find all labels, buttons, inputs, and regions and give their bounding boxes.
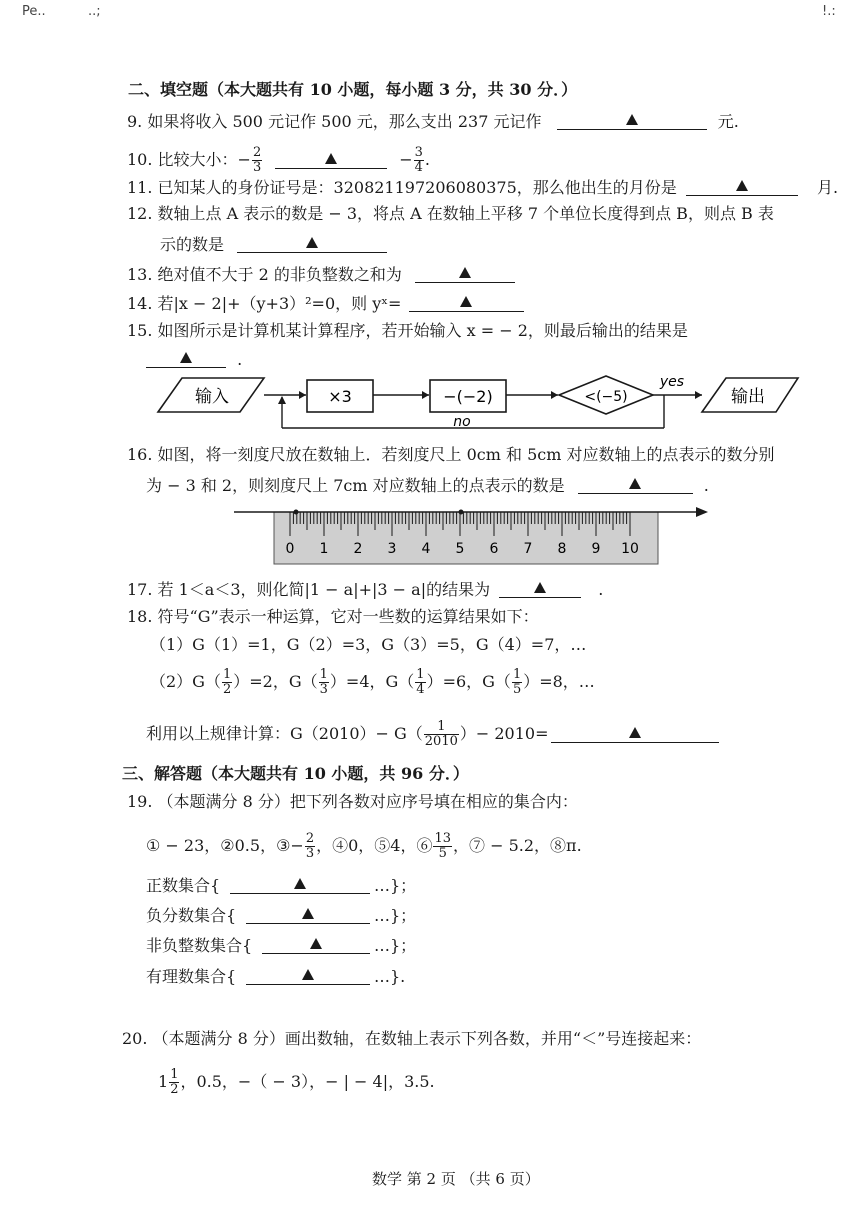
- triangle-icon: [325, 153, 337, 164]
- fraction: $\frac{13}{5}$: [434, 831, 452, 861]
- period: .: [424, 150, 431, 169]
- question-18-row1: （1）G（1）=1，G（2）=3，G（3）=5，G（4）=7，…: [150, 635, 587, 654]
- answer-blank[interactable]: [415, 265, 515, 283]
- answer-blank[interactable]: [409, 294, 524, 312]
- axis-point: [294, 510, 299, 515]
- section-title: 二、填空题（本大题共有 10 小题，每小题 3 分，共 30 分．）: [128, 80, 578, 99]
- question-suffix: 月.: [816, 178, 839, 197]
- question-suffix: 元.: [717, 112, 739, 131]
- axis-arrow-icon: [696, 507, 708, 517]
- section-title: 三、解答题（本大题共有 10 小题，共 96 分．）: [122, 764, 469, 783]
- ruler-label: 7: [523, 541, 533, 557]
- flowchart: [140, 370, 820, 438]
- no-label: no: [453, 414, 471, 430]
- minus-sign: −: [237, 150, 251, 169]
- answer-blank[interactable]: [146, 350, 226, 368]
- ruler-label: 5: [455, 541, 465, 557]
- question-12-line2: [160, 235, 387, 253]
- ruler-label: 1: [319, 541, 329, 557]
- axis-point: [459, 510, 464, 515]
- question-15: 15. 如图所示是计算机某计算程序，若开始输入 x = − 2，则最后输出的结果是: [127, 321, 688, 340]
- question-text: 11. 已知某人的身份证号是：320821197206080375，那么他出生的月份是: [127, 178, 677, 197]
- subtract-label: −(−2): [443, 387, 493, 406]
- answer-blank[interactable]: [499, 580, 581, 598]
- question-text: 为 − 3 和 2，则刻度尺上 7cm 对应数轴上的点表示的数是: [146, 476, 565, 495]
- input-label: 输入: [195, 387, 229, 407]
- answer-blank[interactable]: [686, 178, 798, 196]
- question-text: 14. 若|x − 2|+（y+3）²=0，则 yˣ=: [127, 294, 402, 313]
- set-nonnegative-integer: 非负整数集合{ …}；: [146, 936, 417, 955]
- answer-blank[interactable]: [237, 235, 387, 253]
- triangle-icon: [302, 969, 314, 980]
- ruler-label: 4: [421, 541, 431, 557]
- fraction: $\frac{1}{2}$: [222, 667, 232, 697]
- question-text: 13. 绝对值不大于 2 的非负整数之和为: [127, 265, 402, 284]
- answer-blank[interactable]: [246, 967, 370, 985]
- question-text: 示的数是: [160, 235, 225, 254]
- answer-blank[interactable]: [557, 112, 707, 130]
- question-16-line2: [146, 476, 709, 494]
- set-positive: 正数集合{ …}；: [146, 876, 417, 895]
- question-20: 20. （本题满分 8 分）画出数轴，在数轴上表示下列各数，并用“＜”号连接起来：: [122, 1029, 702, 1048]
- ruler-label: 9: [591, 541, 601, 557]
- triangle-icon: [626, 114, 638, 125]
- fraction: $\frac{1}{5}$: [512, 667, 522, 697]
- triangle-icon: [302, 908, 314, 919]
- set-rational: 有理数集合{ …}.: [146, 967, 406, 986]
- fraction: $\frac{1}{2}$: [170, 1067, 179, 1097]
- question-14: [127, 294, 524, 312]
- ruler-label: 6: [489, 541, 499, 557]
- period: .: [598, 580, 604, 599]
- multiply-label: ×3: [328, 387, 352, 406]
- ruler-label: 2: [353, 541, 363, 557]
- question-11: [127, 178, 838, 196]
- answer-blank[interactable]: [275, 151, 387, 169]
- period: .: [703, 476, 709, 495]
- period: .: [237, 350, 243, 369]
- fraction: $\frac{1}{3}$: [319, 667, 328, 697]
- question-13: [127, 265, 515, 283]
- answer-blank[interactable]: [578, 476, 693, 494]
- question-10: [127, 140, 430, 180]
- question-19: 19. （本题满分 8 分）把下列各数对应序号填在相应的集合内：: [127, 792, 578, 811]
- triangle-icon: [180, 352, 192, 363]
- question-20-numbers: 1 $\frac{1}{2}$ ，0.5，−（ − 3），− | − 4|，3.5.: [158, 1067, 435, 1097]
- triangle-icon: [534, 582, 546, 593]
- page-footer: 数学 第 2 页 （共 6 页）: [372, 1170, 540, 1188]
- scan-mark: Pe..: [22, 4, 46, 19]
- yes-label: yes: [659, 374, 685, 390]
- triangle-icon: [629, 478, 641, 489]
- ruler-label: 3: [387, 541, 397, 557]
- ruler-label: 8: [557, 541, 567, 557]
- question-18-row2: （2）G（ $\frac{1}{2}$ ）=2，G（ $\frac{1}{3}$ ）=4，G（ $\frac{1}{4}$ ）=6，G（ $\frac{1}{5}$ ）=8，…: [150, 667, 595, 697]
- answer-blank[interactable]: [262, 936, 370, 954]
- output-label: 输出: [731, 387, 765, 407]
- question-text: 10. 比较大小：: [127, 150, 238, 169]
- fraction: $\frac{1}{2010}$: [424, 719, 458, 749]
- triangle-icon: [460, 296, 472, 307]
- triangle-icon: [310, 938, 322, 949]
- ruler-label: 10: [621, 541, 639, 557]
- triangle-icon: [736, 180, 748, 191]
- answer-blank[interactable]: [246, 906, 370, 924]
- fraction: $\frac{2}{3}$: [305, 831, 315, 861]
- fraction: $\frac{2}{3}$: [252, 145, 262, 175]
- triangle-icon: [294, 878, 306, 889]
- answer-blank[interactable]: [230, 876, 370, 894]
- scan-mark: ..;: [88, 4, 101, 19]
- question-12-line1: 12. 数轴上点 A 表示的数是 − 3，将点 A 在数轴上平移 7 个单位长度得到点 B，则点 B 表: [127, 204, 774, 223]
- question-18: 18. 符号“G”表示一种运算，它对一些数的运算结果如下：: [127, 607, 539, 626]
- fraction: $\frac{3}{4}$: [414, 145, 423, 175]
- answer-blank[interactable]: [551, 725, 719, 743]
- ruler-label: 0: [285, 541, 295, 557]
- question-9: [127, 112, 739, 130]
- question-15-answer: [146, 350, 242, 368]
- minus-sign: −: [399, 150, 413, 169]
- question-19-numbers: ① − 23，②0.5，③− $\frac{2}{3}$ ，④0，⑤4，⑥ $\frac{13}{5}$ ，⑦ − 5.2，⑧π.: [146, 831, 582, 861]
- condition-label: <(−5): [584, 389, 628, 405]
- question-text: 17. 若 1＜a＜3，则化简|1 − a|+|3 − a|的结果为: [127, 580, 491, 599]
- set-negative-fraction: 负分数集合{ …}；: [146, 906, 417, 925]
- question-17: [127, 580, 603, 598]
- triangle-icon: [306, 237, 318, 248]
- question-18-calc: 利用以上规律计算：G（2010）− G（ $\frac{1}{2010}$ ）− 2010=: [146, 712, 719, 756]
- fraction: $\frac{1}{4}$: [416, 667, 425, 697]
- triangle-icon: [629, 727, 641, 738]
- triangle-icon: [459, 267, 471, 278]
- question-16-line1: 16. 如图，将一刻度尺放在数轴上．若刻度尺上 0cm 和 5cm 对应数轴上的点表示的数分别: [127, 445, 775, 464]
- question-text: 9. 如果将收入 500 元记作 500 元，那么支出 237 元记作: [127, 112, 542, 131]
- scan-mark: !.:: [822, 4, 836, 19]
- ruler-figure: [230, 500, 720, 570]
